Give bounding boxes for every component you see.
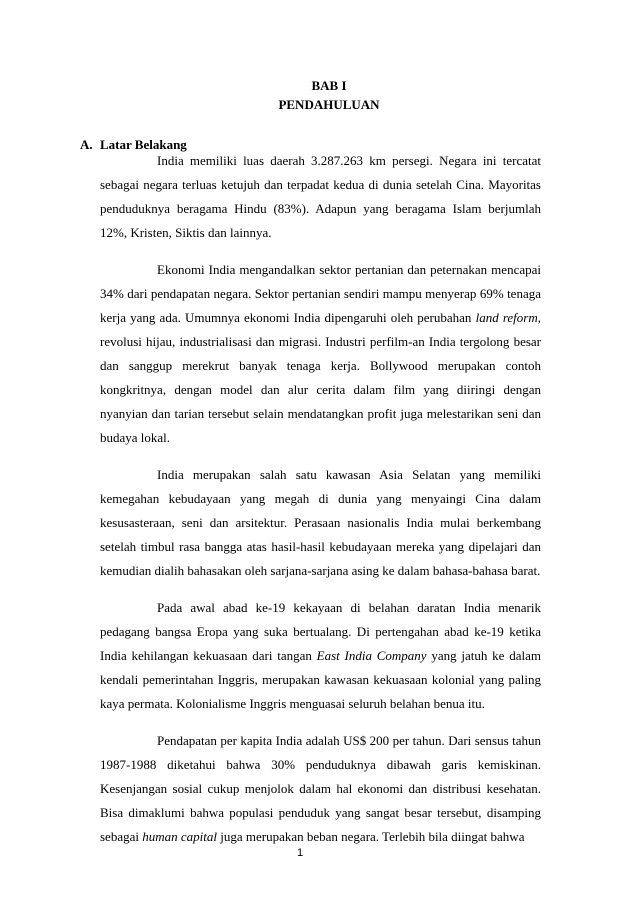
paragraph-4-italic-term: East India Company [316, 648, 427, 663]
paragraph-4-text-cont: yang jatuh ke dalam kendali pemerintahan Inggris, merupakan kawasan kekuasaan kolonial yang paling kaya permata. Kolonialisme Inggris menguasai seluruh belahan benua itu. [100, 648, 541, 711]
chapter-number: BAB I [311, 78, 347, 93]
paragraph-4 [100, 596, 541, 716]
paragraph-2-italic-term: land reform [475, 310, 538, 325]
paragraph-3 [100, 463, 541, 583]
paragraph-2-text-cont: , revolusi hijau, industrialisasi dan migrasi. Industri perfilm-an India tergolong besar dan sanggup merekrut banyak tenaga kerja. Bollywood merupakan contoh kongkritnya, dengan model dan alur cerita dalam film yang diiringi dengan nyanyian dan tarian tersebut selain mendatangkan profit juga melestarikan seni dan budaya lokal. [100, 310, 541, 445]
paragraph-4-text: Pada awal abad ke-19 kekayaan di belahan daratan India menarik pedagang bangsa Eropa yang suka bertualang. Di pertengahan abad ke-19 ketika India kehilangan kekuasaan dari tangan [100, 600, 541, 663]
paragraph-3-text: India merupakan salah satu kawasan Asia Selatan yang memiliki kemegahan kebudayaan yang megah di dunia yang menyaingi Cina dalam kesusasteraan, seni dan arsitektur. Perasaan nasionalis India mulai berkembang setelah timbul rasa bangga atas hasil-hasil kebudayaan mereka yang dipelajari dan kemudian dialih bahasakan oleh sarjana-sarjana asing ke dalam bahasa-bahasa barat. [100, 467, 541, 578]
chapter-title: PENDAHULUAN [278, 97, 380, 112]
paragraph-2 [100, 258, 541, 450]
paragraph-5-text: Pendapatan per kapita India adalah US$ 200 per tahun. Dari sensus tahun 1987-1988 diketahui bahwa 30% penduduknya dibawah garis kemiskinan. Kesenjangan sosial cukup menjolok dalam hal ekonomi dan distribusi kesehatan. Bisa dimaklumi bahwa populasi penduduk yang sangat besar tersebut, disamping sebagai [100, 733, 541, 844]
section-title: Latar Belakang [100, 137, 187, 152]
section-letter: A. [80, 137, 93, 152]
paragraph-2-text: Ekonomi India mengandalkan sektor pertanian dan peternakan mencapai 34% dari pendapatan negara. Sektor pertanian sendiri mampu menyerap 69% tenaga kerja yang ada. Umumnya ekonomi India dipengaruhi oleh perubahan [100, 262, 541, 325]
paragraph-5-italic-term: human capital [142, 829, 217, 844]
paragraph-1 [100, 149, 541, 245]
paragraph-5 [100, 729, 541, 849]
paragraph-5-text-cont: juga merupakan beban negara. Terlebih bila diingat bahwa [216, 829, 525, 844]
body-text [100, 149, 541, 849]
paragraph-1-text: India memiliki luas daerah 3.287.263 km persegi. Negara ini tercatat sebagai negara terluas ketujuh dan terpadat kedua di dunia setelah Cina. Mayoritas penduduknya beragama Hindu (83%). Adapun yang beragama Islam berjumlah 12%, Kristen, Siktis dan lainnya. [100, 153, 541, 240]
page-number: 1 [296, 847, 304, 859]
